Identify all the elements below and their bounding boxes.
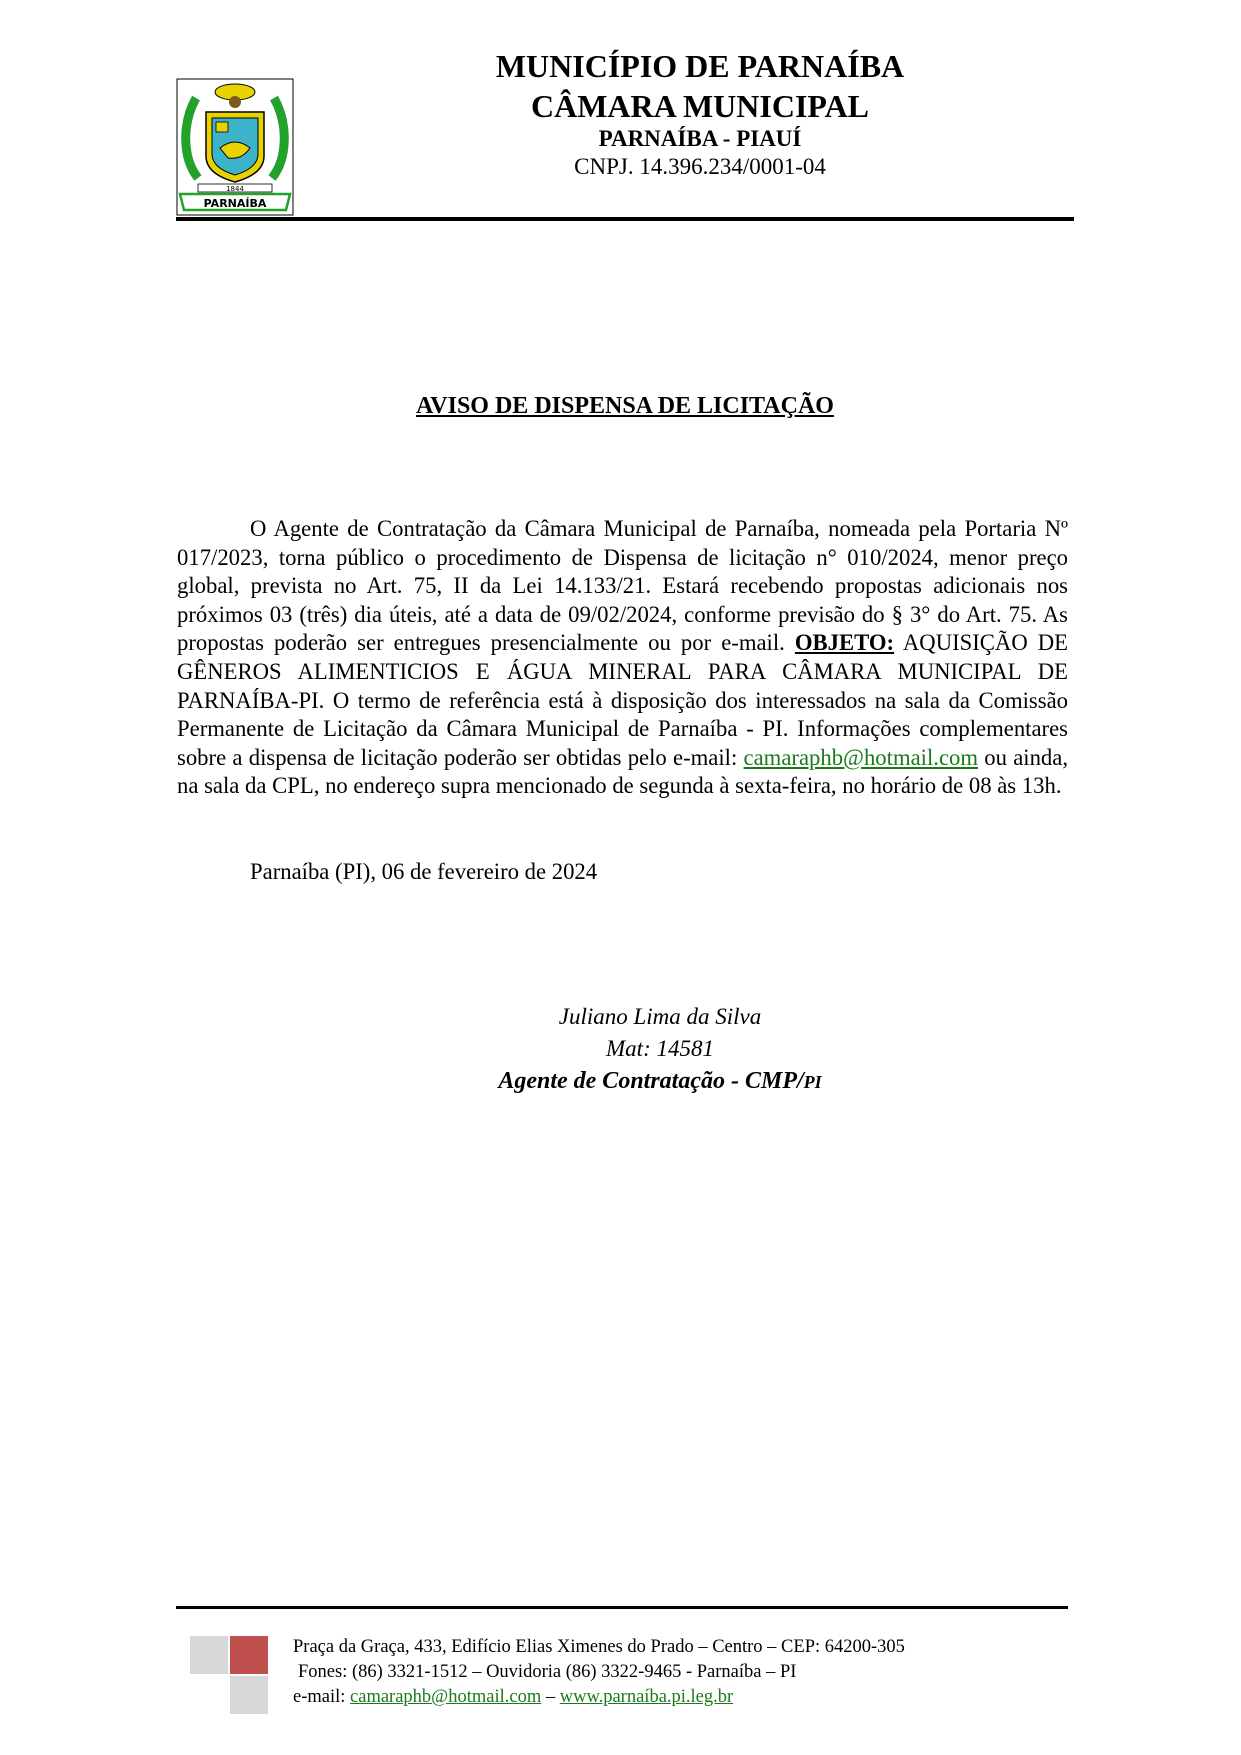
notice-date: Parnaíba (PI), 06 de fevereiro de 2024 bbox=[250, 859, 598, 884]
svg-text:PARNAÍBA: PARNAÍBA bbox=[203, 197, 267, 210]
signature-name: Juliano Lima da Silva bbox=[558, 1004, 762, 1029]
notice-body-paragraph bbox=[177, 515, 1068, 801]
footer-email-link[interactable]: camaraphb@hotmail.com bbox=[350, 1687, 542, 1707]
signature-role bbox=[400, 1068, 920, 1095]
footer-address: Praça da Graça, 433, Edifício Elias Ximenes do Prado – Centro – CEP: 64200-305 bbox=[293, 1637, 905, 1657]
notice-intro-text: O Agente de Contratação da Câmara Municipal de Parnaíba, nomeada pela Portaria Nº 017/2023, torna público o procedimento de Dispensa de licitação n° 010/2024, menor preço global, prevista no Art. 75, II da Lei 14.133/21. Estará recebendo propostas adicionais nos próximos 03 (três) dia úteis, até a data de 09/02/2024, conforme previsão do § 3° do Art. 75. As propostas poderão ser entregues presencialmente ou por e-mail. bbox=[177, 516, 1068, 656]
header-divider bbox=[176, 217, 1074, 221]
header-chamber: CÂMARA MUNICIPAL bbox=[530, 88, 870, 124]
notice-title: AVISO DE DISPENSA DE LICITAÇÃO bbox=[416, 393, 834, 419]
signature-registration: Mat: 14581 bbox=[606, 1036, 714, 1061]
svg-text:1844: 1844 bbox=[226, 185, 244, 193]
object-label: OBJETO: bbox=[794, 630, 895, 656]
footer-separator: – bbox=[545, 1687, 556, 1707]
footer-divider bbox=[176, 1606, 1068, 1609]
grey-square bbox=[230, 1676, 268, 1714]
header-municipality: MUNICÍPIO DE PARNAÍBA bbox=[495, 48, 905, 84]
notice-closing-text: ou ainda, na sala da CPL, no endereço supra mencionado de segunda à sexta-feira, no horário de 08 às 13h. bbox=[177, 744, 1069, 799]
header-city-state: PARNAÍBA - PIAUÍ bbox=[598, 126, 802, 151]
footer-website-link[interactable]: www.parnaíba.pi.leg.br bbox=[559, 1687, 734, 1707]
footer-phones: Fones: (86) 3321-1512 – Ouvidoria (86) 3322-9465 - Parnaíba – PI bbox=[298, 1662, 797, 1682]
email-link[interactable]: camaraphb@hotmail.com bbox=[743, 744, 978, 770]
footer-contact-line bbox=[293, 1687, 733, 1708]
white-square bbox=[190, 1676, 228, 1714]
red-square bbox=[230, 1636, 268, 1674]
municipal-coat-of-arms-logo bbox=[176, 78, 294, 216]
header-cnpj: CNPJ. 14.396.234/0001-04 bbox=[574, 154, 826, 179]
footer-email-label: e-mail: bbox=[293, 1687, 346, 1707]
signature-role-suffix: PI bbox=[803, 1072, 822, 1092]
signature-role-text: Agente de Contratação - CMP/ bbox=[498, 1068, 804, 1094]
footer-decorative-squares bbox=[190, 1636, 270, 1716]
grey-square bbox=[190, 1636, 228, 1674]
object-description-text: AQUISIÇÃO DE GÊNEROS ALIMENTICIOS E ÁGUA MINERAL PARA CÂMARA MUNICIPAL DE PARNAÍBA-PI. O termo de referência está à disposição dos interessados na sala da Comissão Permanente de Licitação da Câmara Municipal de Parnaíba - PI. Informações complementares sobre a dispensa de licitação poderão ser obtidas pelo e-mail: bbox=[177, 630, 1069, 770]
